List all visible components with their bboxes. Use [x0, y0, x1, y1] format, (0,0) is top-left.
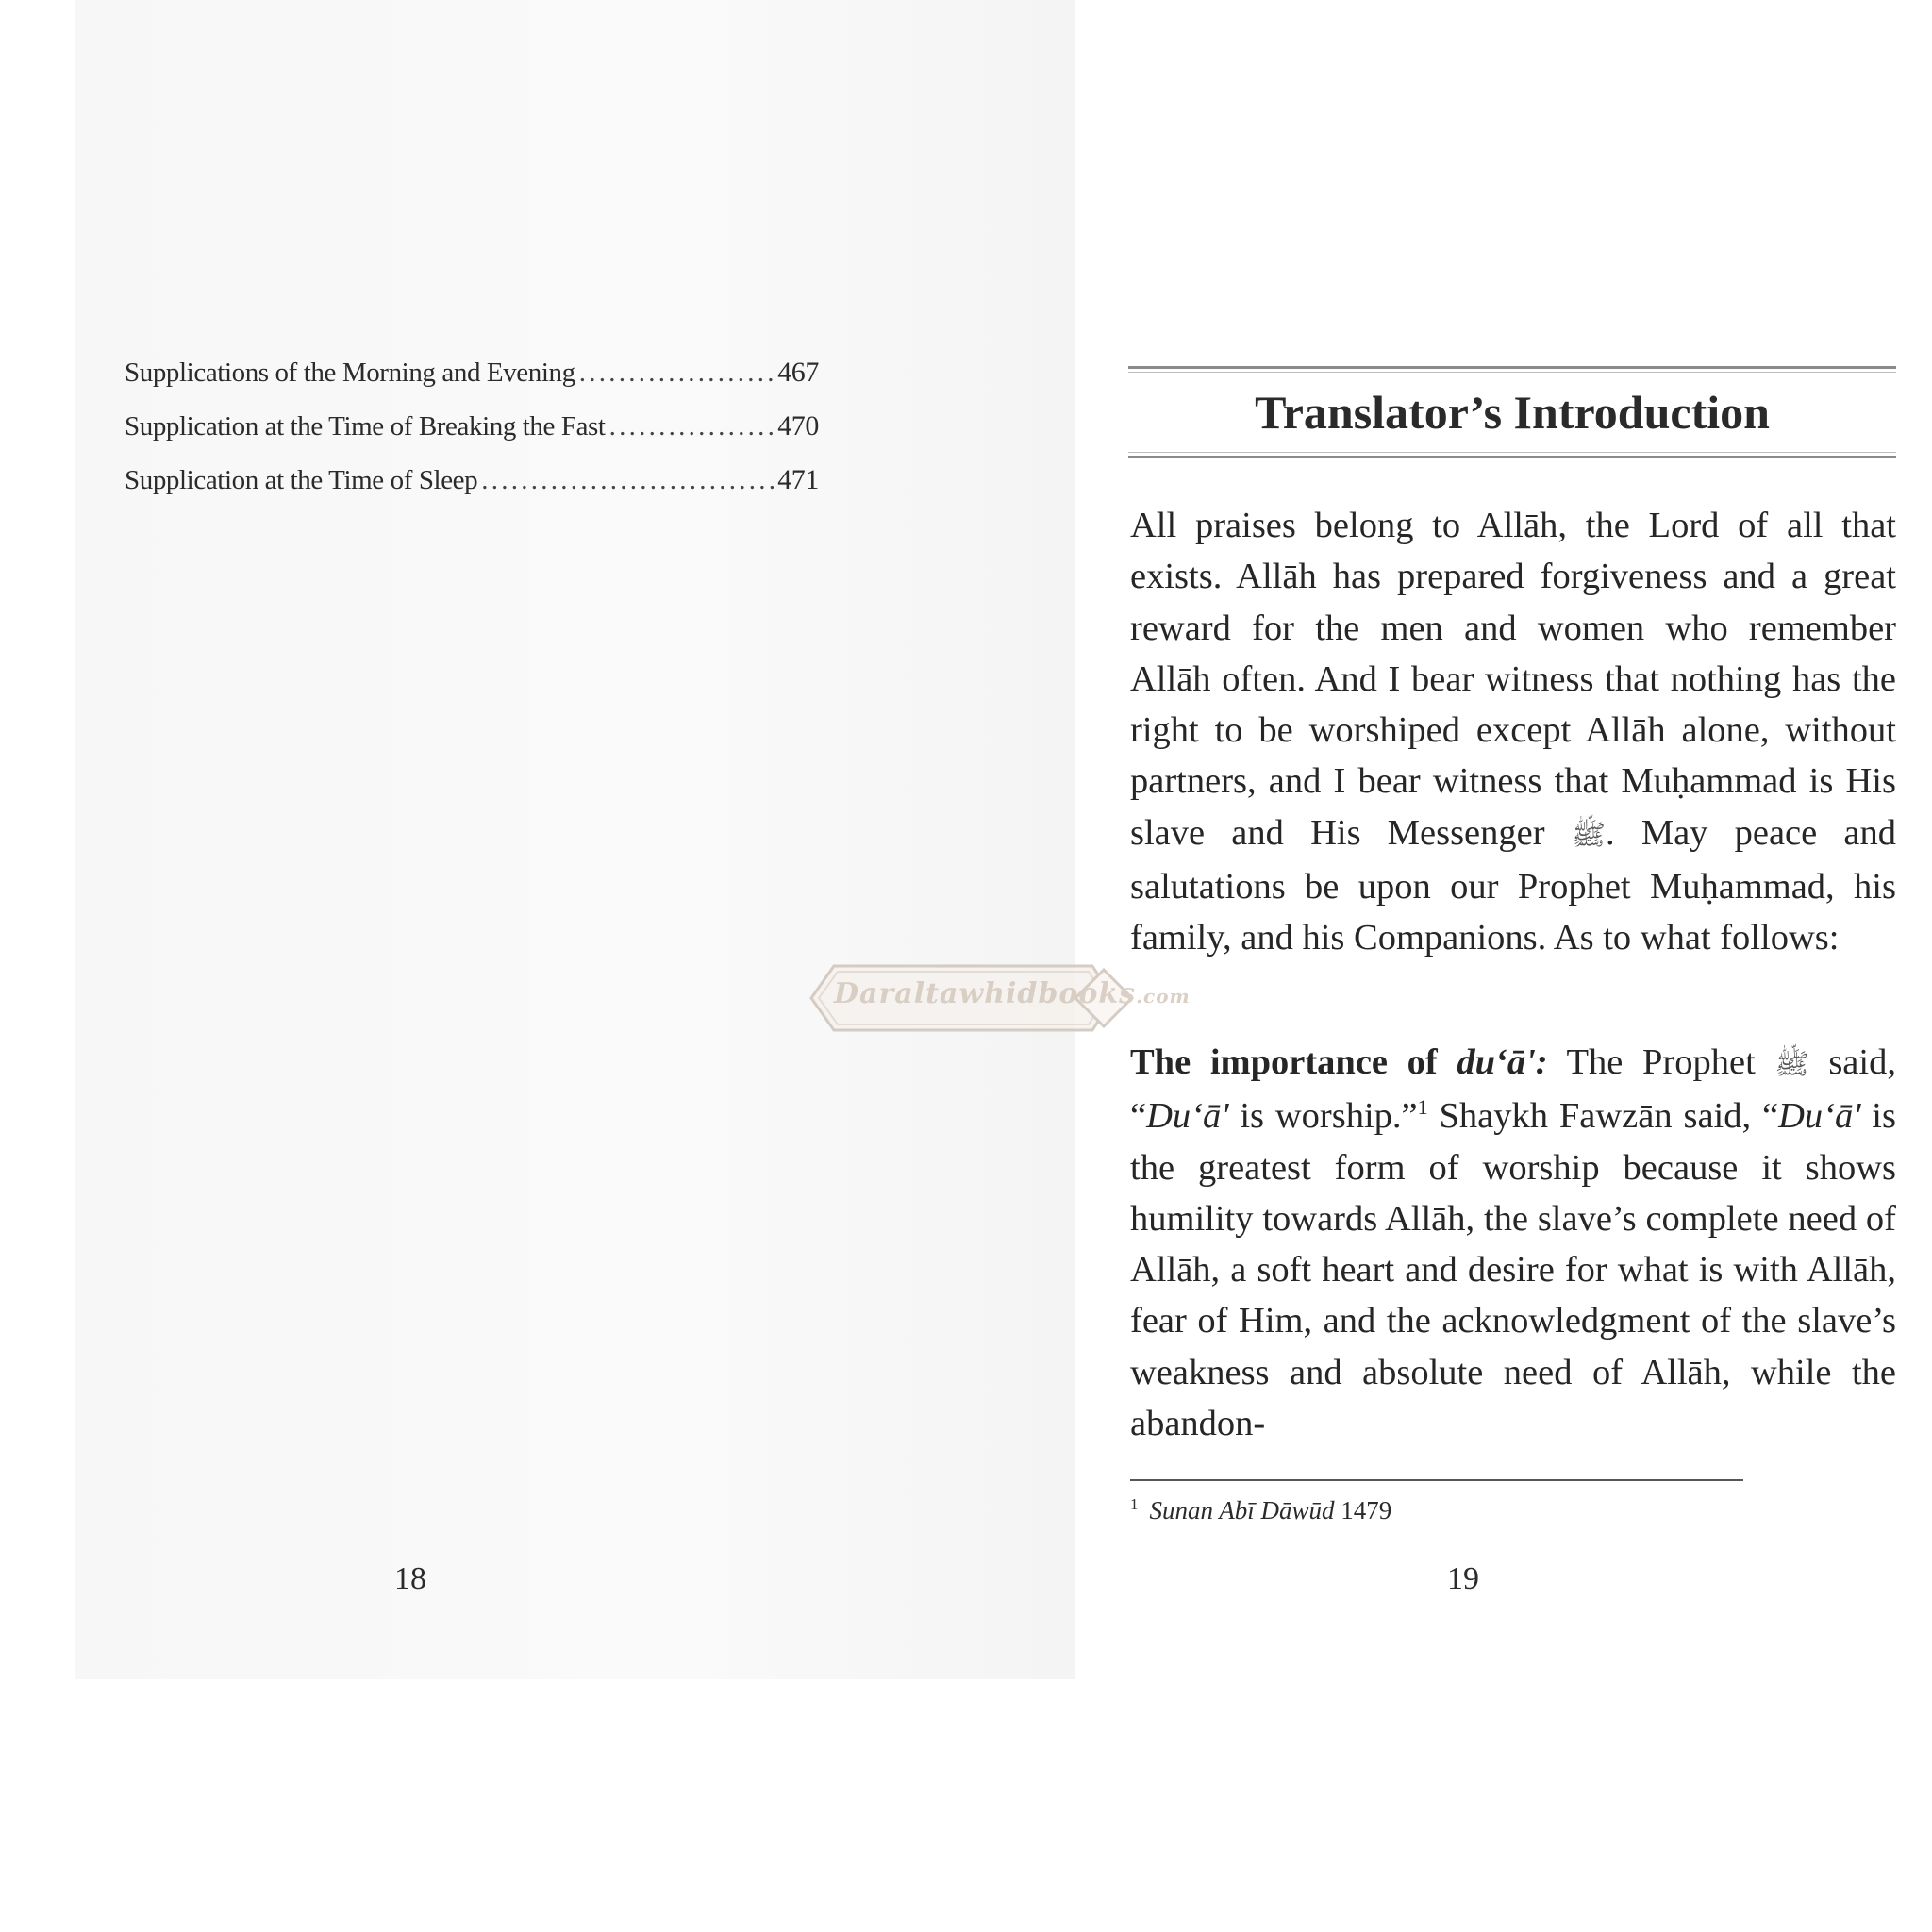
toc-dot-leader [609, 411, 774, 442]
footnote-source: Sunan Abī Dāwūd [1149, 1496, 1335, 1524]
salawat-symbol: ﷺ [1774, 1048, 1809, 1081]
toc-entry-page: 467 [777, 357, 819, 388]
toc-entry-title: Supplication at the Time of Breaking the Fast [125, 411, 606, 441]
watermark-logo [792, 957, 1191, 1040]
footnote-number: 1 [1130, 1495, 1139, 1513]
toc-entry [125, 357, 819, 410]
page-number-right: 19 [1447, 1561, 1479, 1596]
toc-entry [125, 464, 819, 518]
toc-entry-title: Supplication at the Time of Sleep [125, 465, 478, 495]
dua-text-1: The Prophet [1547, 1042, 1775, 1082]
page-number-left: 18 [394, 1561, 426, 1596]
dua-text-5: is the greatest form of worship because it shows humility towards Allāh, the slave’s complete need of Allāh, a soft heart and desire for what is with Allāh, fear of Him, and the acknowledgment of the slave’s weakness and absolute need of Allāh, while the abandon- [1130, 1096, 1896, 1444]
left-page [75, 0, 1075, 1679]
dua-text-3: is worship.” [1228, 1096, 1418, 1137]
intro-paragraph [1130, 500, 1896, 964]
toc-entry-title: Supplications of the Morning and Evening [125, 358, 575, 388]
salawat-symbol: ﷺ [1571, 818, 1607, 852]
dua-text-2: said, “ [1130, 1042, 1896, 1137]
dua-text-4: Shaykh Fawzān said, “ [1427, 1096, 1779, 1137]
dua-paragraph [1130, 1037, 1896, 1449]
table-of-contents [125, 357, 819, 518]
dua-lead [1130, 1042, 1548, 1082]
footnote [1130, 1496, 1391, 1525]
toc-entry [125, 410, 819, 464]
chapter-heading-box [1128, 366, 1896, 458]
watermark-text: Daraltawhidbooks.com [834, 977, 1191, 1010]
dua-quote-term: Du‘ā' [1146, 1096, 1229, 1137]
chapter-heading: Translator’s Introduction [1255, 386, 1770, 439]
dua-lead-term: du‘ā': [1457, 1042, 1548, 1082]
toc-entry-page: 471 [777, 464, 819, 495]
footnote-ref: 1479 [1341, 1496, 1392, 1524]
toc-dot-leader [481, 465, 774, 496]
dua-lead-prefix: The importance of [1130, 1042, 1457, 1082]
dua-quote-term-2: Du‘ā' [1778, 1096, 1861, 1137]
toc-dot-leader [579, 358, 774, 389]
intro-text-2: . May peace and salutations be upon our Prophet Muḥammad, his family, and his Companions. As to what follows: [1130, 812, 1896, 958]
footnote-divider [1130, 1479, 1743, 1481]
intro-text-1: All praises belong to Allāh, the Lord of all that exists. Allāh has prepared forgiveness and a great reward for the men and women who remember Allāh often. And I bear witness that nothing has the right to be worshiped except Allāh alone, without partners, and I bear witness that Muḥammad is His slave and His Messenger [1130, 506, 1896, 853]
footnote-reference[interactable]: 1 [1417, 1095, 1428, 1120]
toc-entry-page: 470 [777, 410, 819, 441]
